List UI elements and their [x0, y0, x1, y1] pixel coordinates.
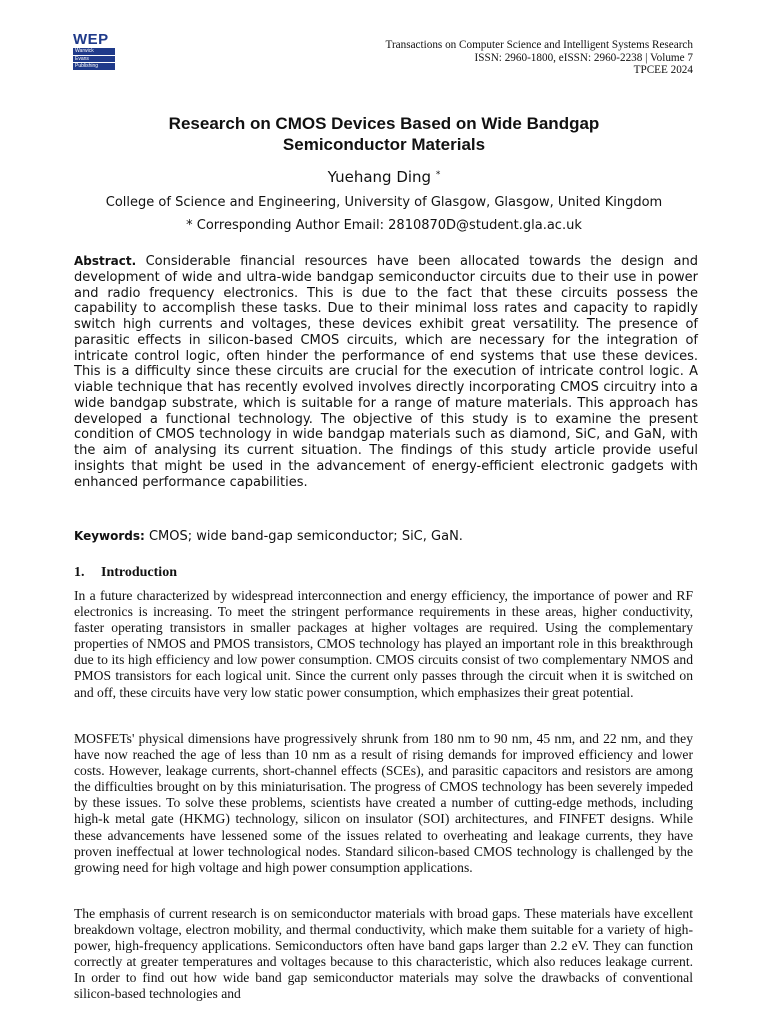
body-paragraph: The emphasis of current research is on semiconductor materials with broad gaps. These materials have excellent breakdown voltage, electron mobility, and thermal conductivity, which make them suitable for a variety of high-power, high-frequency applications. Semiconductors often have band gaps larger than 2.2 eV. They can function correctly at greater temperatures and voltages because to this characteristic, which also reduces leakage current. In order to find out how wide band gap semiconductor materials may solve the drawbacks of conventional silicon-based technologies and — [74, 906, 693, 1002]
publisher-logo — [73, 32, 115, 70]
section-number: 1. — [74, 565, 85, 580]
publisher-logo-line: Evans — [73, 56, 115, 63]
author-line — [0, 167, 768, 187]
keywords-text: CMOS; wide band-gap semiconductor; SiC, GaN. — [148, 529, 463, 544]
author-name: Yuehang Ding — [327, 168, 432, 186]
body-paragraph: MOSFETs' physical dimensions have progressively shrunk from 180 nm to 90 nm, 45 nm, and 22 nm, and they have now reached the age of less than 10 nm as a result of rising demands for improved efficiency and lower costs. However, leakage currents, short-channel effects (SCEs), and parasitic capacitors and resistors are among the difficulties brought on by this miniaturisation. The progress of CMOS technology has been severely impeded by these issues. To solve these problems, scientists have created a number of cutting-edge methods, including high-k metal gate (HKMG) technology, silicon on insulator (SOI) architectures, and FINFET designs. While these advancements have lessened some of the issues related to overheating and leakage currents, they have proven ineffectual at lower technological nodes. Standard silicon-based CMOS technology is challenged by the growing need for high voltage and high power consumption applications. — [74, 731, 693, 875]
keywords-label: Keywords: — [74, 529, 145, 543]
keywords — [74, 528, 698, 545]
paper-title-line: Research on CMOS Devices Based on Wide Bandgap — [168, 114, 600, 133]
publisher-logo-line: Warwick — [73, 48, 115, 55]
journal-issn: ISSN: 2960-1800, eISSN: 2960-2238 | Volume 7 — [474, 51, 693, 64]
abstract-label: Abstract. — [74, 254, 137, 268]
corresponding-mark: * — [435, 170, 441, 180]
paper-title-line: Semiconductor Materials — [282, 135, 486, 154]
journal-info — [386, 39, 694, 77]
publisher-logo-line: Publishing — [73, 63, 115, 70]
abstract — [74, 254, 698, 490]
body-paragraph: In a future characterized by widespread interconnection and energy efficiency, the importance of power and RF electronics is increasing. To meet the stringent performance requirements in these areas, higher conductivity, faster operating transistors in smaller packages at higher voltages are required. Using the complementary properties of NMOS and PMOS transistors, CMOS technology has played an important role in this breakthrough due to its high efficiency and low power consumption. CMOS circuits consist of two complementary NMOS and PMOS transistors for each logical unit. Since the current only passes through the circuit when it is switched on and off, these circuits have very low static power consumption, which emphasizes their great potential. — [74, 588, 693, 700]
journal-name: Transactions on Computer Science and Intelligent Systems Research — [385, 39, 693, 51]
corresponding-author-email: * Corresponding Author Email: 2810870D@student.gla.ac.uk — [186, 218, 582, 233]
journal-conference: TPCEE 2024 — [633, 64, 693, 76]
paper-title — [60, 113, 708, 155]
publisher-logo-mark: WEP — [73, 31, 109, 48]
abstract-text: Considerable financial resources have been allocated towards the design and development of wide and ultra-wide bandgap semiconductor circuits due to their use in power and radio frequency electronics. This is due to the fact that these circuits possess the capability to accomplish these tasks. Due to their minimal loss rates and capacity to rapidly switch high currents and voltages, these devices exhibit great versatility. The presence of parasitic effects in silicon-based CMOS circuits, which are necessary for the integration of intricate control logic, often hinder the performance of end systems that use these devices. This is a difficulty since these circuits are crucial for the execution of intricate control logic. A viable technique that has recently evolved involves directly incorporating CMOS circuitry into a wide bandgap substrate, which is suitable for a range of mature materials. This approach has developed a functional technology. The objective of this study is to examine the present condition of CMOS technology in wide bandgap materials such as diamond, SiC, and GaN, with the aim of analysing its current situation. The findings of this study article provide useful insights that might be used in the advancement of energy-efficient electronic gadgets with enhanced performance capabilities. — [74, 254, 698, 490]
section-heading-introduction — [74, 565, 177, 581]
section-title: Introduction — [101, 565, 177, 580]
affiliation: College of Science and Engineering, University of Glasgow, Glasgow, United Kingdom — [105, 195, 663, 210]
